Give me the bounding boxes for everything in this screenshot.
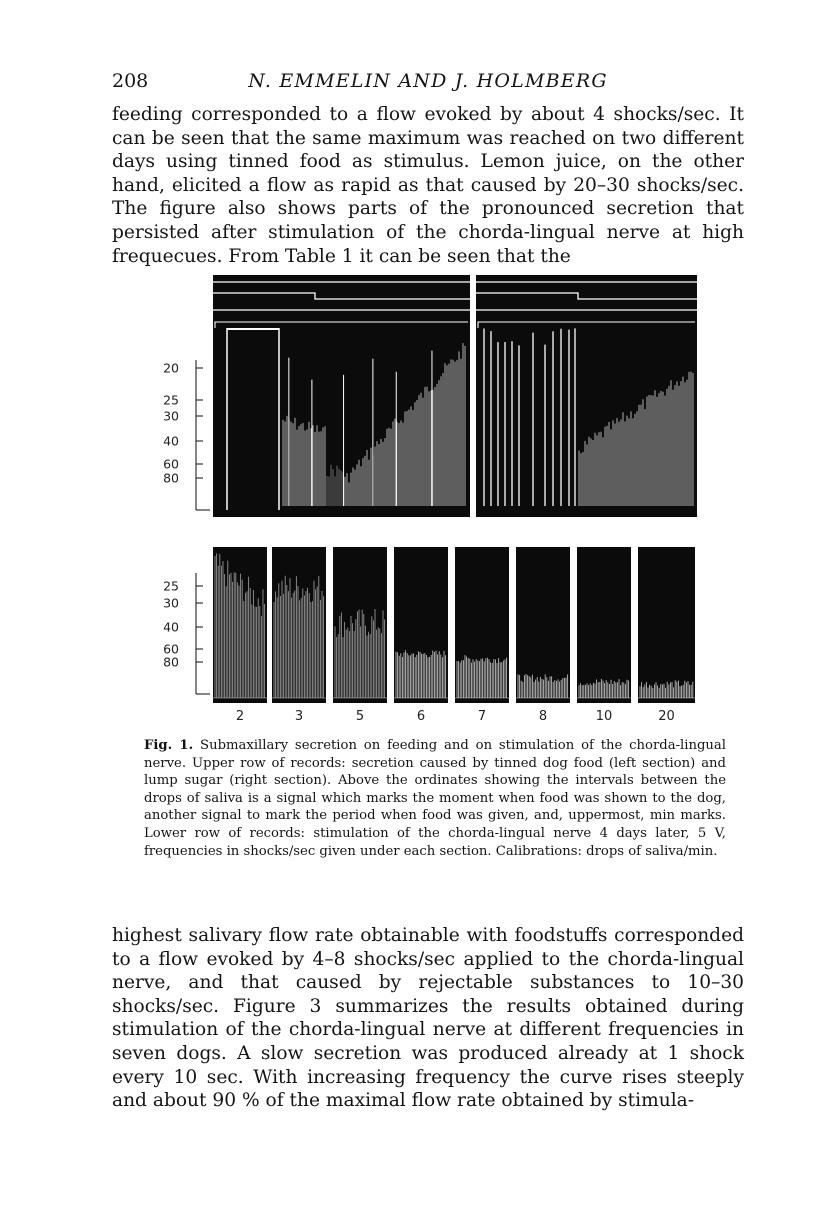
calibration-label-lower: 60 [163,641,179,657]
frequency-label: 6 [416,709,426,724]
calibration-label-upper: 60 [163,456,179,472]
lower-records [213,547,695,703]
calibration-label-lower: 80 [163,654,179,670]
record-tinned-food [213,275,470,517]
trace-start [227,328,279,330]
calibration-label-upper: 25 [163,392,179,408]
calibration-label-upper: 30 [163,408,179,424]
calibration-label-lower: 40 [163,619,179,635]
frequency-label: 20 [658,709,675,724]
running-head: N. EMMELIN AND J. HOLMBERG [248,70,608,92]
calibration-label-lower: 25 [163,578,179,594]
caption-text: Submaxillary secretion on feeding and on stimulation of the chorda-lingual nerve. Upper row of records: secretion caused by tinned dog food (left section) and lump sugar (right section). Above the ordinates showing the intervals between the drops of saliva is a signal which marks the moment when food was shown to the dog, another signal to mark the period when food was given, and, uppermost, min marks. Lower row of records: stimulation of the chorda-lingual nerve 4 days later, 5 V, frequencies in shocks/sec given under each section. Calibrations: drops of saliva/min. [144,738,726,859]
record-lump-sugar [476,275,697,517]
frequency-label: 2 [235,709,245,724]
caption-label: Fig. 1. [144,738,194,753]
paragraph-top: feeding corresponded to a flow evoked by about 4 shocks/sec. It can be seen that the same maximum was reached on two different days using tinned food as stimulus. Lemon juice, on the other hand, elicited a flow as rapid as that caused by 20–30 shocks/sec. The figure also shows parts of the pronounced secretion that persisted after stimulation of the chorda-lingual nerve at high frequecues. From Table 1 it can be seen that the [112,104,744,267]
figure-1 [155,270,715,730]
lower-calibration-scale [163,573,210,694]
calibration-label-upper: 20 [163,360,179,376]
upper-calibration-scale [163,360,210,510]
frequency-label: 8 [538,709,548,724]
calibration-label-upper: 80 [163,470,179,486]
record-frequency-20 [638,547,695,703]
upper-records [213,275,697,517]
frequency-labels [236,709,675,724]
record-frequency-10 [577,547,631,703]
frequency-label: 3 [294,709,304,724]
calibration-label-upper: 40 [163,433,179,449]
page-header [112,70,744,98]
page-number: 208 [112,70,149,92]
frequency-label: 10 [595,709,613,724]
figure-caption [144,737,726,860]
paragraph-bottom: highest salivary flow rate obtainable with foodstuffs corresponded to a flow evoked by 4–8 shocks/sec applied to the chorda-lingual nerve, and that caused by rejectable substances to 10–30 shocks/sec. Figure 3 summarizes the results obtained during stimulation of the chorda-lingual nerve at different frequencies in seven dogs. A slow secretion was produced already at 1 shock every 10 sec. With increasing frequency the curve rises steeply and about 90 % of the maximal flow rate obtained by stimula- [112,925,744,1112]
frequency-label: 7 [477,709,487,724]
calibration-label-lower: 30 [163,595,179,611]
figure-1-records [155,270,715,730]
frequency-label: 5 [355,709,365,724]
